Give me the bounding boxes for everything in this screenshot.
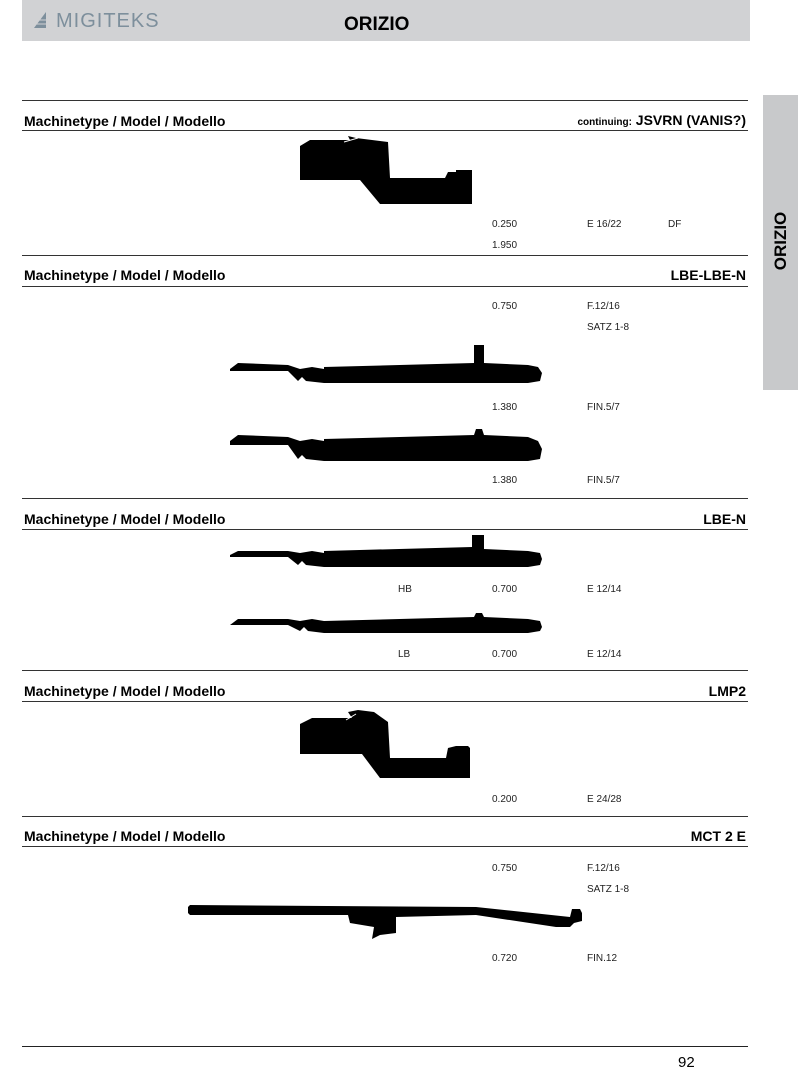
page-title: ORIZIO: [344, 14, 410, 35]
set-value: SATZ 1-8: [587, 322, 630, 333]
side-tab-label: ORIZIO: [771, 211, 790, 271]
section-label: Machinetype / Model / Modello: [24, 113, 226, 129]
part-profile-icon: [228, 533, 544, 569]
length-value: 1.380: [492, 475, 518, 486]
header-bar: [22, 0, 750, 41]
set-value: SATZ 1-8: [587, 884, 630, 895]
part-profile-icon: [228, 427, 544, 463]
part-profile-icon: [298, 134, 473, 206]
model-name: JSVRN (VANIS?): [635, 112, 746, 128]
fineness-value: FIN.12: [587, 953, 618, 964]
thickness-value: 0.750: [492, 301, 518, 312]
thickness-value: 0.250: [492, 219, 518, 230]
logo-text: MIGITEKS: [56, 10, 160, 32]
section-divider: [22, 701, 748, 702]
gauge-value: F.12/16: [587, 301, 620, 312]
model-name: MCT 2 E: [690, 828, 746, 844]
section-label: Machinetype / Model / Modello: [24, 511, 226, 527]
length-value: 0.720: [492, 953, 518, 964]
part-profile-icon: [228, 611, 544, 635]
fineness-value: FIN.5/7: [587, 402, 620, 413]
section-label: Machinetype / Model / Modello: [24, 267, 226, 283]
model-name: LBE-N: [703, 511, 746, 527]
side-tab[interactable]: [763, 95, 798, 390]
section-divider: [22, 529, 748, 530]
footer-divider: [22, 1046, 748, 1047]
section-divider: [22, 498, 748, 499]
section-label: Machinetype / Model / Modello: [24, 828, 226, 844]
gauge-value: E 12/14: [587, 584, 622, 595]
gauge-value: E 12/14: [587, 649, 622, 660]
thickness-value: 0.200: [492, 794, 518, 805]
length-value: 1.380: [492, 402, 518, 413]
part-profile-icon: [298, 708, 473, 780]
section-divider: [22, 130, 748, 131]
fineness-value: FIN.5/7: [587, 475, 620, 486]
section-divider: [22, 255, 748, 256]
gauge-value: E 24/28: [587, 794, 622, 805]
variant-label: HB: [398, 584, 412, 595]
gauge-value: F.12/16: [587, 863, 620, 874]
part-profile-icon: [228, 343, 544, 385]
model-name: LBE-LBE-N: [670, 267, 746, 283]
thickness-value: 0.750: [492, 863, 518, 874]
section-divider: [22, 670, 748, 671]
model-name: LMP2: [708, 683, 746, 699]
section-divider: [22, 846, 748, 847]
variant-label: LB: [398, 649, 411, 660]
continuing-label: continuing:: [577, 117, 632, 128]
page-number: 92: [678, 1054, 695, 1071]
length-value: 1.950: [492, 240, 518, 251]
part-profile-icon: [186, 905, 584, 941]
section-divider: [22, 816, 748, 817]
section-model: [577, 112, 746, 128]
thickness-value: 0.700: [492, 584, 518, 595]
type-value: DF: [668, 219, 682, 230]
section-divider: [22, 286, 748, 287]
thickness-value: 0.700: [492, 649, 518, 660]
section-label: Machinetype / Model / Modello: [24, 683, 226, 699]
section-divider: [22, 100, 748, 101]
gauge-value: E 16/22: [587, 219, 622, 230]
